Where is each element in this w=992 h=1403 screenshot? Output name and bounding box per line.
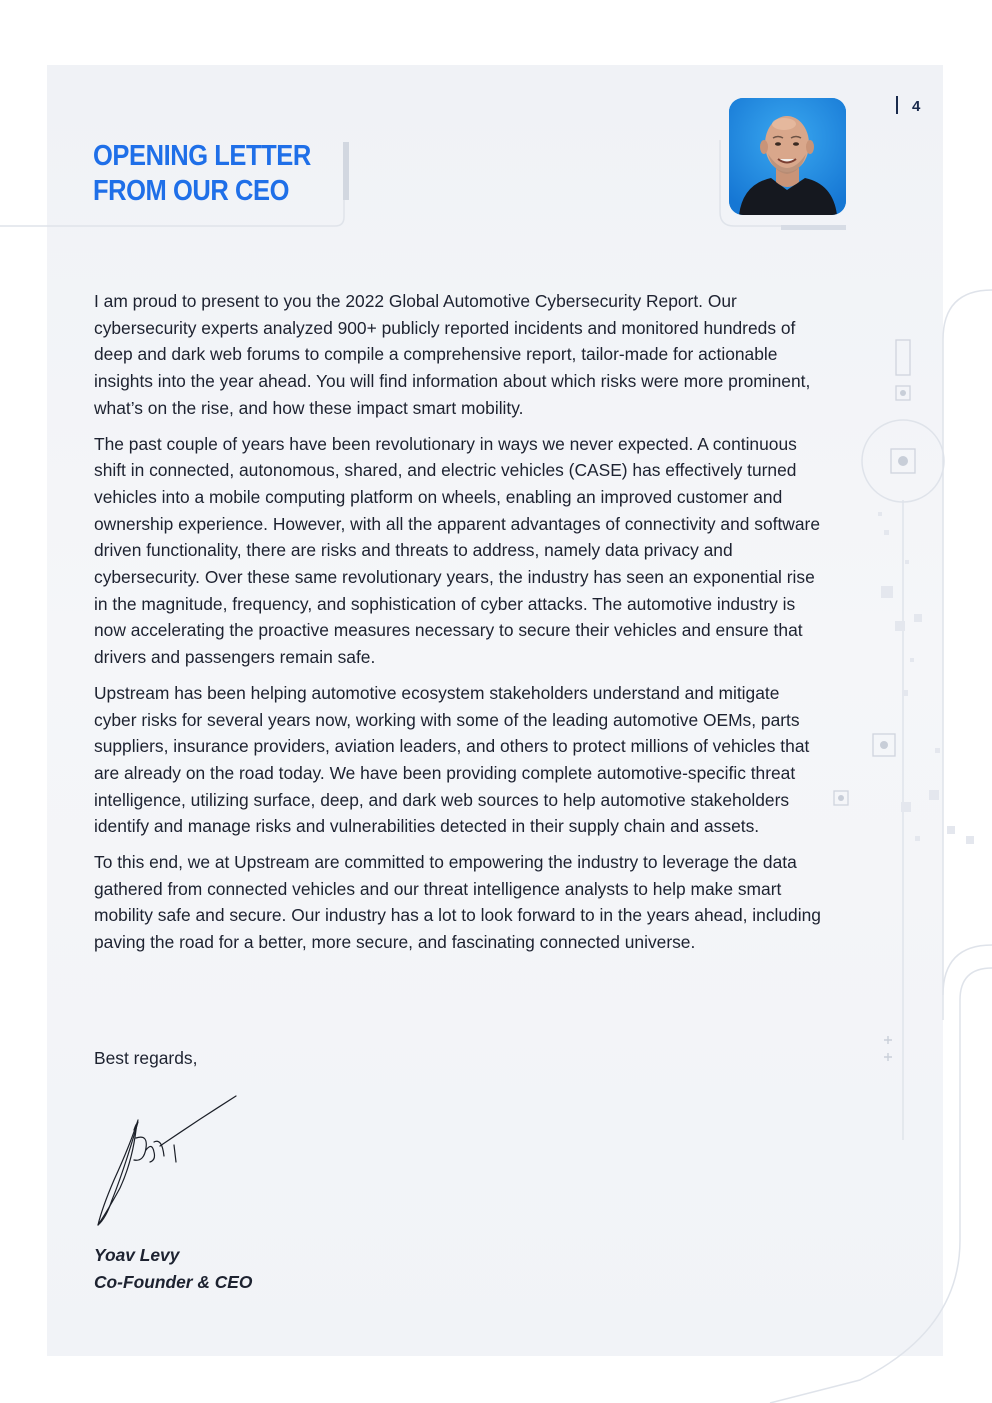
page-title-line-1: OPENING LETTER <box>93 140 311 172</box>
letter-paragraph-4: To this end, we at Upstream are committed to empowering the industry to leverage the data gathered from connected vehicles and our threat intelligence analysts to help make smart mobility safe and secure. Our industry has a lot to look forward to in the years ahead, including paving the road for a better, more secure, and fascinating connected universe. <box>94 852 821 953</box>
letter-body <box>94 288 826 965</box>
signatory <box>94 1242 252 1296</box>
signatory-name: Yoav Levy <box>94 1245 180 1265</box>
handwritten-signature-icon <box>90 1090 240 1235</box>
page-title <box>93 139 311 209</box>
signatory-role: Co-Founder & CEO <box>94 1272 253 1292</box>
letter-closing: Best regards, <box>94 1048 198 1068</box>
letter-paragraph-2: The past couple of years have been revolutionary in ways we never expected. A continuous shift in connected, autonomous, shared, and electric vehicles (CASE) has effectively turned vehicles into a mobile computing platform on wheels, enabling an improved customer and ownership experience. However, with all the apparent advantages of connectivity and software driven functionality, there are risks and threats to address, namely data privacy and cybersecurity. Over these same revolutionary years, the industry has seen an exponential rise in the magnitude, frequency, and sophistication of cyber attacks. The automotive industry is now accelerating the proactive measures necessary to secure their vehicles and ensure that drivers and passengers remain safe. <box>94 433 820 668</box>
ceo-portrait-photo-icon <box>729 98 846 215</box>
letter-paragraph-1: I am proud to present to you the 2022 Global Automotive Cybersecurity Report. Our cybersecurity experts analyzed 900+ publicly reported incidents and monitored hundreds of deep and dark web forums to compile a comprehensive report, tailor-made for actionable insights into the year ahead. You will find information about which risks were more prominent, what’s on the rise, and how these impact smart mobility. <box>94 291 811 418</box>
ceo-portrait <box>729 98 846 215</box>
page-number-divider <box>896 96 898 114</box>
page-number: 4 <box>912 98 921 115</box>
page-title-line-2: FROM OUR CEO <box>93 175 290 207</box>
letter-paragraph-3: Upstream has been helping automotive ecosystem stakeholders understand and mitigate cyber risks for several years now, working with some of the leading automotive OEMs, parts suppliers, insurance providers, aviation leaders, and others to protect millions of vehicles that are already on the road today. We have been providing complete automotive-specific threat intelligence, utilizing surface, deep, and dark web sources to help automotive stakeholders identify and manage risks and vulnerabilities detected in their supply chain and assets. <box>94 682 810 837</box>
